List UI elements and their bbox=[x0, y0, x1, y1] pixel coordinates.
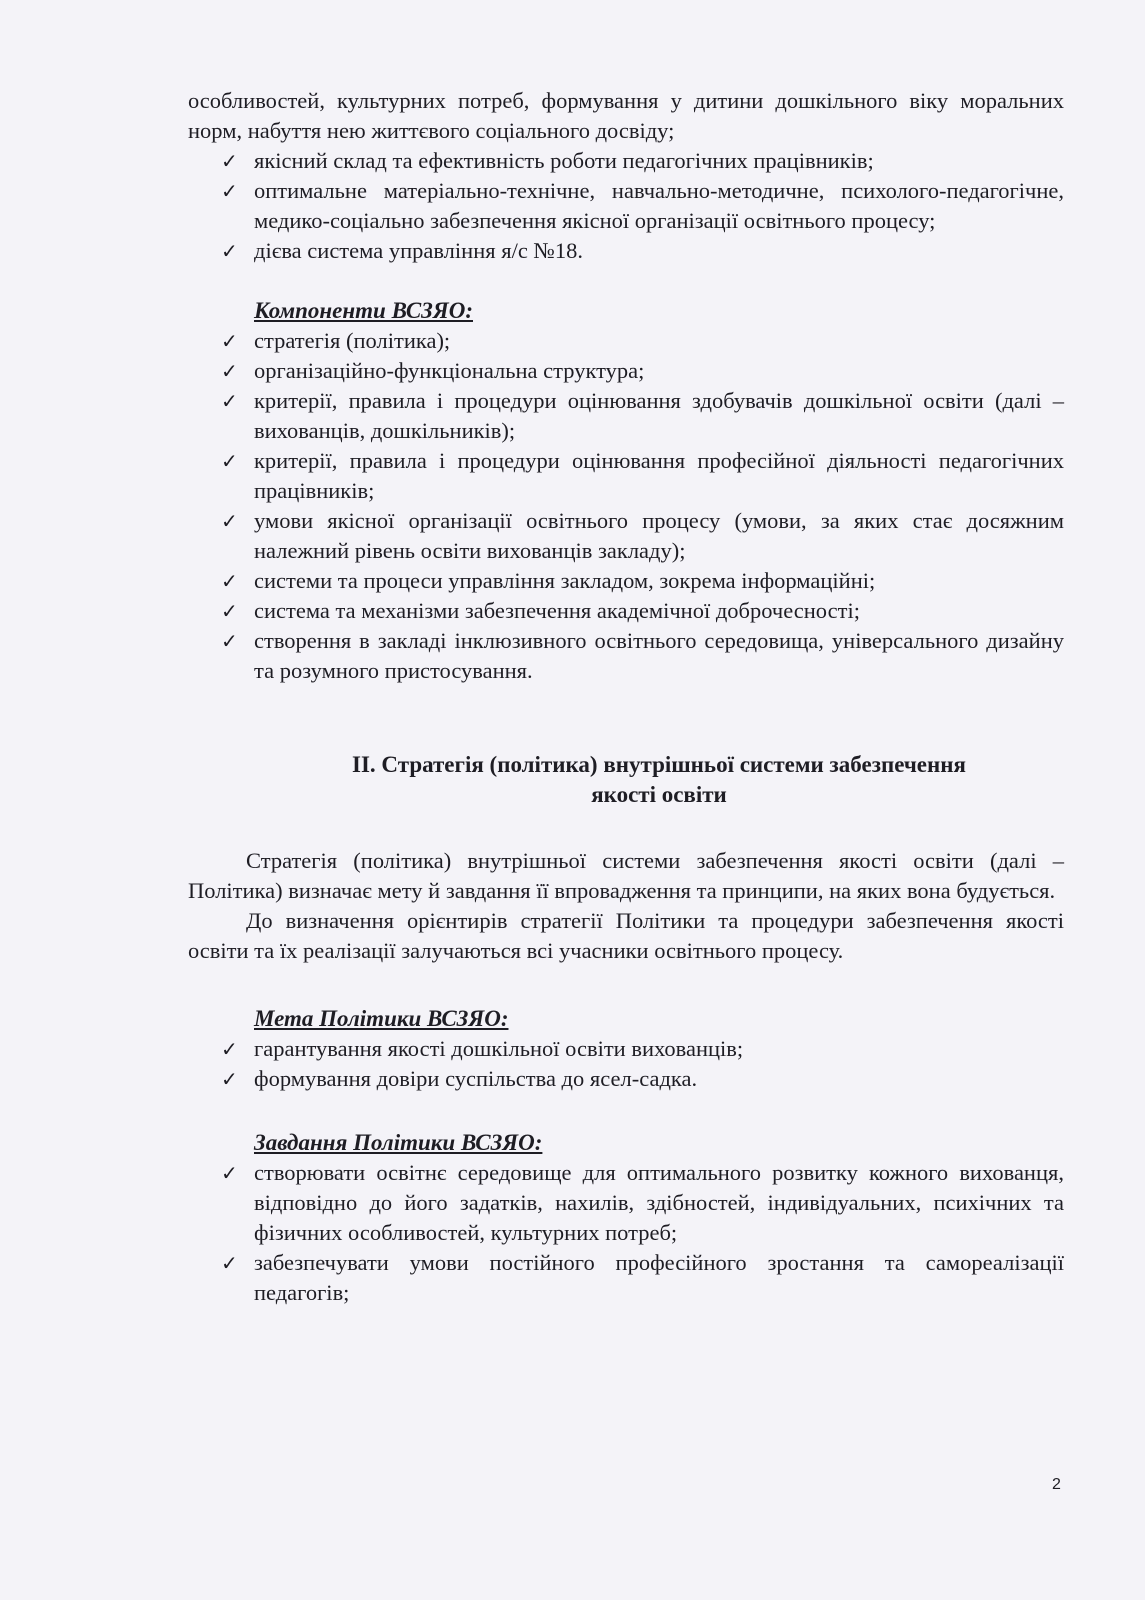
list-item: ✓ критерії, правила і процедури оцінювання професійної діяльності педагогічних працівників; bbox=[221, 448, 1064, 503]
list-item: ✓ якісний склад та ефективність роботи педагогічних працівників; bbox=[188, 146, 1064, 176]
list-item: ✓ критерії, правила і процедури оцінювання здобувачів дошкільної освіти (далі – вихованців, дошкільників); bbox=[221, 388, 1064, 443]
components-list bbox=[188, 326, 1064, 686]
list-item: ✓ створювати освітнє середовище для оптимального розвитку кожного вихованця, відповідно до його задатків, нахилів, здібностей, індивідуальних, психічних та фізичних особливостей, культурних потреб; bbox=[221, 1160, 1064, 1245]
goal-list bbox=[188, 1034, 1064, 1094]
checkmark-icon: ✓ bbox=[221, 599, 238, 623]
list-item: ✓ забезпечувати умови постійного професійного зростання та самореалізації педагогів; bbox=[221, 1250, 1064, 1305]
checkmark-icon: ✓ bbox=[221, 449, 238, 473]
checkmark-icon: ✓ bbox=[221, 1161, 238, 1185]
list-item: ✓ створення в закладі інклюзивного освітнього середовища, універсального дизайну та розумного пристосування. bbox=[221, 628, 1064, 683]
list-item: ✓ система та механізми забезпечення академічної доброчесності; bbox=[188, 596, 1064, 626]
participants-paragraph: До визначення орієнтирів стратегії Політики та процедури забезпечення якості освіти та їх реалізації залучаються всі учасники освітнього процесу. bbox=[188, 908, 1064, 963]
goal-heading: Мета Політики ВСЗЯО: bbox=[254, 1006, 509, 1031]
list-item: ✓ гарантування якості дошкільної освіти вихованців; bbox=[188, 1034, 1064, 1064]
list-item: ✓ формування довіри суспільства до ясел-садка. bbox=[188, 1064, 1064, 1094]
checkmark-icon: ✓ bbox=[221, 1037, 238, 1061]
document-body bbox=[188, 86, 1064, 1308]
checkmark-icon: ✓ bbox=[221, 329, 238, 353]
checkmark-icon: ✓ bbox=[221, 359, 238, 383]
components-heading: Компоненти ВСЗЯО: bbox=[254, 298, 473, 323]
quality-conditions-list bbox=[188, 146, 1064, 266]
tasks-list bbox=[188, 1158, 1064, 1308]
page-number: 2 bbox=[1052, 1476, 1061, 1493]
section-title: ІІ. Стратегія (політика) внутрішньої системи забезпечення якості освіти bbox=[352, 752, 966, 807]
list-item: ✓ організаційно-функціональна структура; bbox=[188, 356, 1064, 386]
checkmark-icon: ✓ bbox=[221, 149, 238, 173]
checkmark-icon: ✓ bbox=[221, 239, 238, 263]
checkmark-icon: ✓ bbox=[221, 389, 238, 413]
list-item: ✓ стратегія (політика); bbox=[188, 326, 1064, 356]
list-item: ✓ оптимальне матеріально-технічне, навчально-методичне, психолого-педагогічне, медико-соціально забезпечення якісної організації освітнього процесу; bbox=[221, 178, 1064, 233]
list-item: ✓ умови якісної організації освітнього процесу (умови, за яких стає досяжним належний рівень освіти вихованців закладу); bbox=[221, 508, 1064, 563]
policy-paragraph: Стратегія (політика) внутрішньої системи забезпечення якості освіти (далі – Політика) визначає мету й завдання її впровадження та принципи, на яких вона будується. bbox=[188, 848, 1064, 903]
checkmark-icon: ✓ bbox=[221, 569, 238, 593]
tasks-heading: Завдання Політики ВСЗЯО: bbox=[254, 1130, 543, 1155]
checkmark-icon: ✓ bbox=[221, 1067, 238, 1091]
checkmark-icon: ✓ bbox=[221, 509, 238, 533]
list-item: ✓ дієва система управління я/с №18. bbox=[188, 236, 1064, 266]
list-item: ✓ системи та процеси управління закладом, зокрема інформаційні; bbox=[188, 566, 1064, 596]
continuation-paragraph: особливостей, культурних потреб, формування у дитини дошкільного віку моральних норм, набуття нею життєвого соціального досвіду; bbox=[188, 88, 1064, 143]
checkmark-icon: ✓ bbox=[221, 1251, 238, 1275]
checkmark-icon: ✓ bbox=[221, 629, 238, 653]
checkmark-icon: ✓ bbox=[221, 179, 238, 203]
